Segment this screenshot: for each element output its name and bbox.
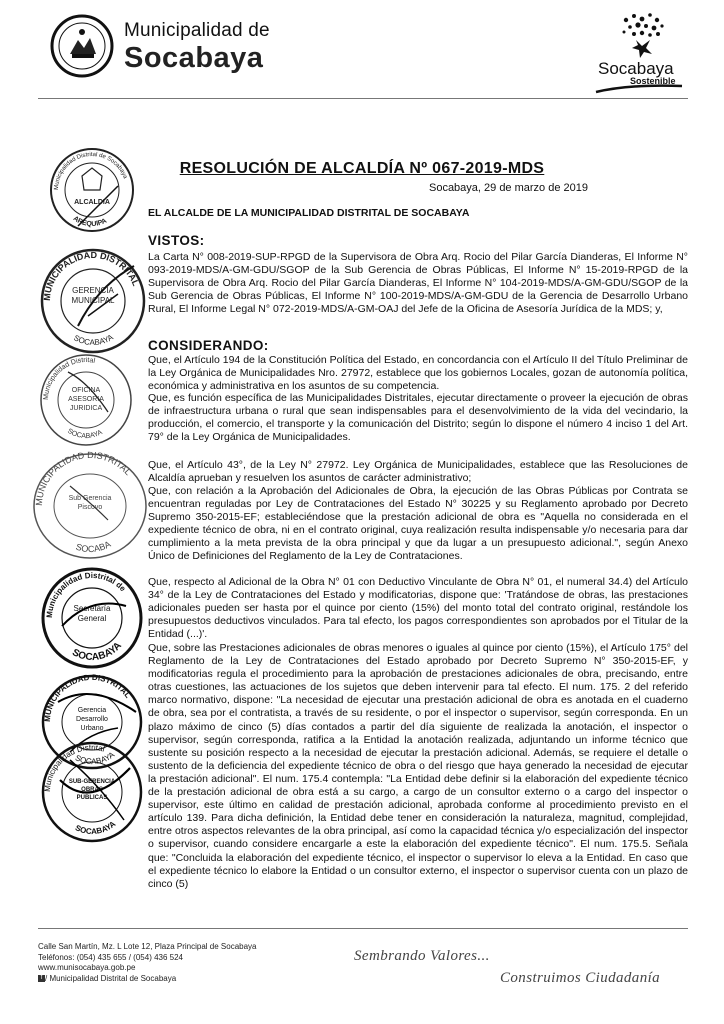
svg-text:SOCABAYA [72,332,115,347]
stamp-text: SUB-GERENCIA OBRAS PÚBLICAS [68,779,116,801]
brand-tagline: Sostenible [630,76,676,86]
document-date: Socabaya, 29 de marzo de 2019 [428,182,588,194]
stamp-text: SOCABAYA [73,750,117,767]
alcalde-heading: EL ALCALDE DE LA MUNICIPALIDAD DISTRITAL DE SOCABAYA [148,207,470,219]
svg-text:SOCABAYA [66,428,104,440]
municipality-name: Socabaya [124,42,264,74]
considerando-paragraph-4: Que, con relación a la Aprobación del Adicionales de Obra, la ejecución de las Obras Públicas por Contrata se encuentran reguladas por Ley de Contrataciones del Estado N° 30225 y su Reglamento aprobado por Decreto Supremo 350-2015-EF; estableciéndose que la prestación adicional de obra es "Aquella no considerada en el expediente técnico de obra, ni en el contrato original, cuya realización resulta indispensable y/o necesaria para dar cumplimiento a la meta prevista de la obra principal y que da lugar a un presupuesto adicional.", según Anexo Único de Definiciones del Reglamento de la Ley de Contrataciones. [148,485,688,563]
footer-website[interactable]: www.munisocabaya.gob.pe [38,963,136,972]
stamp-text: Municipalidad Distrital [42,356,96,401]
considerando-heading: CONSIDERANDO: [148,338,269,353]
asesoria-juridica-stamp [38,352,134,448]
stamp-text: SOCABA [74,538,113,555]
facebook-icon: f [38,975,45,982]
considerando-paragraph-1: Que, el Artículo 194 de la Constitución Política del Estado, en concordancia con el Artículo II del Título Preliminar de la Ley Orgánica de Municipalidades Nro. 27972, establece que los gobiernos Locales, gozan de autonomía política, económica y administrativa en los asuntos de su competencia. [148,354,688,393]
stamp-text: Municipalidad Distrital de [44,570,128,619]
stamp-text: SOCABAYA [70,640,124,664]
stamp-text: GERENCIA MUNICIPAL [71,286,115,305]
brand-name: Socabaya [598,59,674,78]
stamp-text: Sub Gerencia Piscovo [68,495,112,511]
vistos-heading: VISTOS: [148,233,205,248]
vistos-paragraph: La Carta N° 008-2019-SUP-RPGD de la Supervisora de Obra Arq. Rocio del Pilar García Dianderas, El Informe N° 093-2019-MDS/A-GM-GDU/SGOP de la Sub Gerencia de Obras Públicas, El Informe N° 15-2019-RPGD de la Supervisora de Obra Arq. Rocio del Pilar García Dianderas, El Informe N° 104-2019-MDS/A-GM-GDU/SGOP de la Sub Gerencia de Obras Públicas, El Informe N° 100-2019-MDS/A-GM-GDU de la Gerencia de Desarrollo Urbano Rural, El Informe Legal N° 072-2019-MDS/A-GM-OAJ del Jefe de la Oficina de Asesoría Jurídica de la MDS; y, [148,251,688,316]
header-divider [38,98,688,99]
stamp-text: Gerencia Desarrollo Urbano [76,707,108,732]
considerando-paragraph-2: Que, es función específica de las Municipalidades Distritales, ejecutar directamente o proveer la ejecución de obras de infraestructura urbana o rural que sean indispensables para el desenvolvimiento de la vida del vecindario, la producción, el comercio, el transporte y la comunicación del Distrito; según lo dispone el número 4 inciso 1 del Art. 79° de la Ley Orgánica de Municipalidades. [148,392,688,444]
stamp-text: SOCABAYA [73,819,118,837]
footer-facebook [38,974,257,985]
svg-text:SOCABA [75,539,113,554]
stamp-text: OFICINA ASESORIA JURIDICA [68,387,104,412]
considerando-paragraph-5: Que, respecto al Adicional de la Obra N° 01 con Deductivo Vinculante de Obra N° 01, el numeral 34.4) del Artículo 34° de la Ley de Contrataciones del Estado y modificatorias, dispone que: 'Tratándose de obras, las prestaciones adicionales pueden ser hasta por el quince por ciento (15%) del monto total del contrato original, restándole los presupuestos deductivos vinculados. Para tal efecto, los pagos correspondientes son aprobados por el Titular de la Entidad (...)'. [148,576,688,641]
page-header [0,0,724,100]
considerando-paragraph-3: Que, el Artículo 43°, de la Ley N° 27972. Ley Orgánica de Municipalidades, establece que las Resoluciones de Alcaldía aprueban y resuelven los asuntos de carácter administrativo; [148,459,688,485]
resolution-title: RESOLUCIÓN DE ALCALDÍA Nº 067-2019-MDS [179,160,545,177]
footer-motto-1: Sembrando Valores... [354,948,490,964]
sub-gerencia-stamp [30,450,150,562]
footer-divider [38,928,688,929]
stamp-text: Municipalidad Distrital de Socabaya [53,151,128,191]
stamp-text: Secretaría General [73,604,111,623]
stamp-text: SOCABAYA [66,427,104,441]
stamp-text: Municipalidad Distrital [42,742,106,793]
gerencia-municipal-stamp [38,246,148,356]
secretaria-general-stamp [40,566,144,670]
footer-contact [38,942,257,984]
municipality-seal-logo [50,14,114,78]
stamp-text: MUNICIPALIDAD DISTRITAL [33,450,134,507]
stamp-text: ALCALDIA [74,199,110,206]
footer-address: Calle San Martín, Mz. L Lote 12, Plaza Principal de Socabaya [38,942,257,951]
considerando-paragraph-6: Que, sobre las Prestaciones adicionales de obras menores o iguales al quince por ciento (15%), el Artículo 175° del Reglamento de la Ley de Contrataciones del Estado aprobado por Decreto Supremo N° 350-2015-EF, y modificatorias regula el procedimiento para la aprobación de prestaciones adicionales de obra, precisando, entre otras cuestiones, las actuaciones de los sujetos que deben intervenir para tal efecto. El num. 175. 2 del referido marco normativo, dispone: "La necesidad de ejecutar una prestación adicional de obra es anotada en el cuaderno de obra, sea por el contratista, a través de su residente, o por el inspector o supervisor, según corresponda. En un plazo máximo de cinco (5) días contados a partir del día siguiente de realizada la anotación, el inspector o supervisor, según corresponda, ratifica a la Entidad la anotación realizada, adjuntando un informe técnico que sustente su posición respecto a la necesidad de ejecutar la prestación adicional. Además, se requiere el detalle o sustento de la deficiencia del expediente técnico de obra o del riesgo que haya generado la necesidad de ejecutar la prestación adicional". El num. 175.4 contempla: "La Entidad debe definir si la elaboración del expediente técnico de la prestación adicional de obra está a su cargo, a cargo de un consultor externo o a cargo del inspector o supervisor, este último en calidad de prestación adicional, aprobada conforme al procedimiento previsto en el artículo 139. Para dicha definición, la Entidad debe tener en consideración la naturaleza, magnitud, complejidad, entre otros aspectos relevantes de la obra principal, así como la capacidad técnica y/o especialización del inspector o supervisor, cuando considere encargarle a este la elaboración del expediente técnico". El num. 175.5. Señala que: "Concluida la elaboración del expediente técnico, el inspector o supervisor lo eleva a la Entidad. En caso que el expediente técnico lo elabore la Entidad o un consultor externo, el inspector o supervisor cuenta con un plazo de cinco (5) [148,642,688,890]
socabaya-sostenible-logo [590,10,700,98]
stamp-text: MUNICIPALIDAD DISTRITAL [42,672,133,723]
municipality-label: Municipalidad de [124,20,270,41]
stamp-text: SOCABAYA [72,332,115,348]
stamp-text: AREQUIPA [71,215,108,229]
stamp-text: MUNICIPALIDAD DISTRITAL [41,249,141,302]
obras-publicas-stamp [40,740,144,844]
footer-facebook-label: / Municipalidad Distrital de Socabaya [45,973,177,983]
footer-phones: Teléfonos: (054) 435 655 / (054) 436 524 [38,952,183,962]
footer-motto-2: Construimos Ciudadanía [500,970,661,986]
